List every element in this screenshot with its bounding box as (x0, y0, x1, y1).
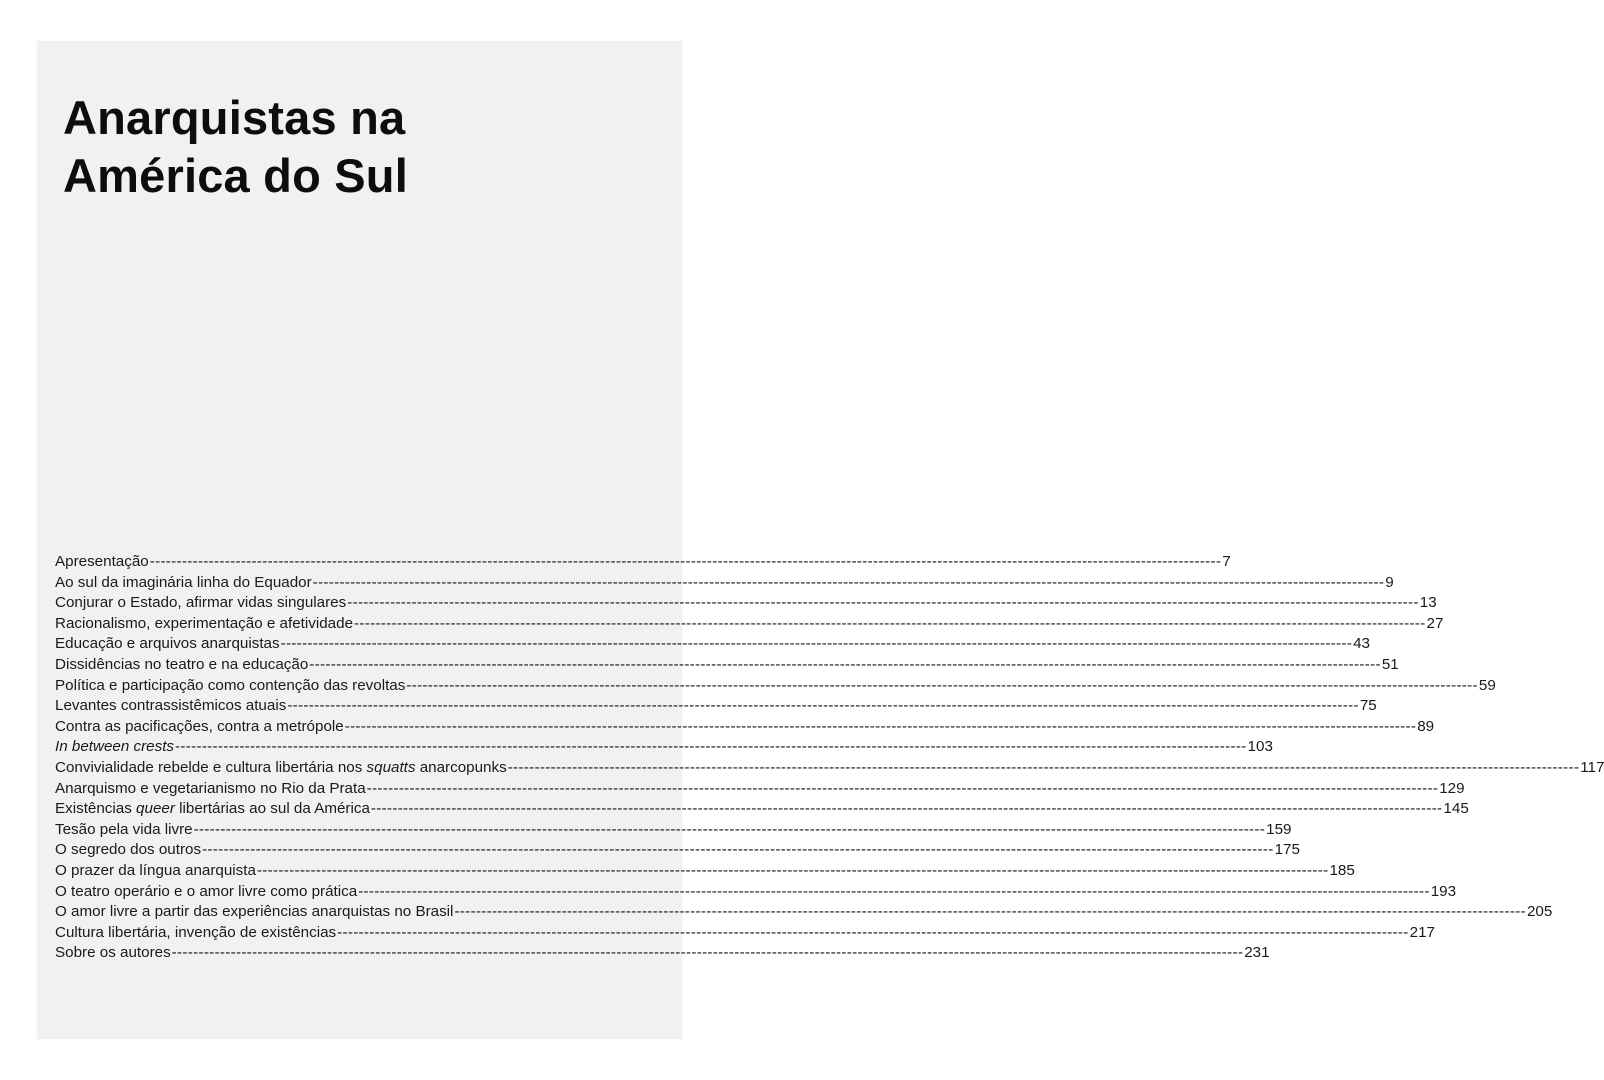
toc-entry-page-number: 217 (1409, 923, 1435, 941)
toc-entry-title (55, 573, 312, 594)
toc-entry-page-number: 7 (1222, 553, 1231, 570)
toc-entry (55, 820, 1292, 841)
toc-entry-page-number: 27 (1426, 614, 1444, 632)
book-cover (37, 41, 1604, 1039)
toc-entry-title-italic: In between crests (55, 738, 175, 756)
toc-dot-leader: -------------------------------------------------------------------------------------------------------------------------------------------------------------------------------------------------------- (344, 717, 1417, 735)
toc-entry (55, 799, 1469, 820)
toc-entry-title-text: libertárias ao sul da América (174, 800, 370, 818)
toc-entry-page-number: 43 (1353, 635, 1371, 653)
toc-entry-title (55, 593, 346, 614)
toc-entry-page-number: 59 (1478, 676, 1496, 694)
toc-dot-leader: -------------------------------------------------------------------------------------------------------------------------------------------------------------------------------------------------------- (287, 697, 1359, 715)
toc-entry-title (55, 820, 193, 841)
toc-entry (55, 655, 1399, 676)
toc-entry-title-text: Anarquismo e vegetarianismo no Rio da Prata (55, 779, 366, 797)
toc-dot-leader: -------------------------------------------------------------------------------------------------------------------------------------------------------------------------------------------------------- (202, 841, 1274, 859)
toc-entry (55, 923, 1435, 944)
toc-entry-title (55, 923, 336, 944)
toc-entry (55, 758, 1604, 779)
toc-entry (55, 614, 1444, 635)
toc-entry-title (55, 634, 280, 655)
toc-entry-title (55, 676, 405, 697)
toc-entry (55, 696, 1377, 717)
book-title-line-1: Anarquistas na (63, 91, 406, 144)
toc-entry (55, 840, 1300, 861)
toc-entry-title-text: Política e participação como contenção das revoltas (55, 676, 406, 694)
toc-dot-leader: -------------------------------------------------------------------------------------------------------------------------------------------------------------------------------------------------------- (256, 861, 1329, 879)
toc-entry-title-text: O amor livre a partir das experiências anarquistas no Brasil (55, 903, 454, 921)
toc-entry-title-text: Dissidências no teatro e na educação (55, 655, 309, 673)
toc-dot-leader: -------------------------------------------------------------------------------------------------------------------------------------------------------------------------------------------------------- (347, 594, 1419, 612)
book-title (63, 89, 408, 205)
toc-entry-page-number: 51 (1381, 655, 1399, 673)
toc-entry-page-number: 13 (1419, 594, 1437, 612)
toc-dot-leader: -------------------------------------------------------------------------------------------------------------------------------------------------------------------------------------------------------- (454, 903, 1526, 921)
toc-entry-title-text: Educação e arquivos anarquistas (55, 635, 280, 653)
toc-entry-page-number: 205 (1526, 903, 1553, 921)
table-of-contents (55, 552, 1604, 964)
toc-entry-page-number: 9 (1385, 573, 1394, 591)
toc-dot-leader: -------------------------------------------------------------------------------------------------------------------------------------------------------------------------------------------------------- (280, 635, 1353, 653)
toc-entry-page-number: 129 (1439, 779, 1465, 797)
book-title-line-2: América do Sul (63, 149, 408, 202)
toc-entry (55, 861, 1355, 882)
toc-entry-title-text: Contra as pacificações, contra a metrópole (55, 717, 344, 735)
toc-entry-title (55, 614, 353, 635)
toc-entry-title (55, 840, 201, 861)
toc-entry-title-italic: queer (136, 800, 175, 818)
toc-entry-title-text: Convivialidade rebelde e cultura libertária nos (55, 758, 367, 776)
toc-dot-leader: -------------------------------------------------------------------------------------------------------------------------------------------------------------------------------------------------------- (406, 676, 1478, 694)
toc-entry-title (55, 861, 256, 882)
toc-entry-page-number: 89 (1417, 717, 1435, 735)
toc-dot-leader: -------------------------------------------------------------------------------------------------------------------------------------------------------------------------------------------------------- (309, 655, 1381, 673)
toc-entry (55, 737, 1273, 758)
toc-dot-leader: -------------------------------------------------------------------------------------------------------------------------------------------------------------------------------------------------------- (337, 923, 1409, 941)
toc-entry-title-text: Tesão pela vida livre (55, 820, 193, 838)
toc-entry-title (55, 882, 357, 903)
toc-entry-title-text: Existências (55, 800, 137, 818)
toc-entry-title-text: Ao sul da imaginária linha do Equador (55, 573, 312, 591)
toc-dot-leader: -------------------------------------------------------------------------------------------------------------------------------------------------------------------------------------------------------- (358, 882, 1430, 900)
toc-entry-title-text: O teatro operário e o amor livre como prática (55, 882, 358, 900)
toc-entry-title (55, 779, 366, 800)
toc-dot-leader: -------------------------------------------------------------------------------------------------------------------------------------------------------------------------------------------------------- (370, 800, 1443, 818)
toc-entry (55, 902, 1553, 923)
toc-entry-title-italic: squatts (366, 758, 416, 776)
toc-entry (55, 882, 1457, 903)
toc-entry-title-text: Cultura libertária, invenção de existências (55, 923, 337, 941)
toc-dot-leader: -------------------------------------------------------------------------------------------------------------------------------------------------------------------------------------------------------- (312, 573, 1385, 591)
toc-entry-title (55, 737, 174, 758)
toc-entry-page-number: 231 (1244, 944, 1270, 962)
toc-entry-title (55, 655, 308, 676)
toc-entry-page-number: 159 (1266, 820, 1292, 838)
toc-entry-title (55, 902, 453, 923)
toc-entry (55, 943, 1270, 964)
toc-entry-title-text: O prazer da língua anarquista (55, 861, 256, 879)
toc-entry-title-text: anarcopunks (415, 758, 507, 776)
toc-entry-page-number: 175 (1274, 841, 1300, 859)
toc-dot-leader: -------------------------------------------------------------------------------------------------------------------------------------------------------------------------------------------------------- (507, 758, 1580, 776)
toc-entry-title-text: Levantes contrassistêmicos atuais (55, 697, 287, 715)
toc-entry-title-text: Conjurar o Estado, afirmar vidas singulares (55, 594, 347, 612)
toc-entry-title (55, 799, 370, 820)
toc-dot-leader: -------------------------------------------------------------------------------------------------------------------------------------------------------------------------------------------------------- (354, 614, 1426, 632)
toc-dot-leader: -------------------------------------------------------------------------------------------------------------------------------------------------------------------------------------------------------- (175, 738, 1247, 756)
toc-entry-page-number: 145 (1443, 800, 1469, 818)
toc-entry (55, 717, 1435, 738)
toc-dot-leader: -------------------------------------------------------------------------------------------------------------------------------------------------------------------------------------------------------- (193, 820, 1266, 838)
toc-entry-title-text: O segredo dos outros (55, 841, 202, 859)
toc-entry-title (55, 943, 171, 964)
toc-entry (55, 573, 1394, 594)
toc-entry (55, 634, 1371, 655)
toc-dot-leader: -------------------------------------------------------------------------------------------------------------------------------------------------------------------------------------------------------- (366, 779, 1439, 797)
toc-entry-page-number: 117 (1580, 758, 1604, 776)
toc-entry (55, 593, 1437, 614)
toc-entry-title-text: Racionalismo, experimentação e afetividade (55, 614, 354, 632)
toc-entry (55, 552, 1231, 573)
toc-dot-leader: -------------------------------------------------------------------------------------------------------------------------------------------------------------------------------------------------------- (171, 944, 1244, 962)
toc-entry (55, 676, 1496, 697)
toc-entry-title (55, 696, 286, 717)
toc-entry-title (55, 552, 149, 573)
toc-entry-page-number: 75 (1359, 697, 1377, 715)
toc-entry-title (55, 758, 507, 779)
toc-entry-title-text: Sobre os autores (55, 944, 171, 962)
toc-entry (55, 779, 1465, 800)
toc-entry-title (55, 717, 344, 738)
toc-entry-page-number: 193 (1430, 882, 1457, 900)
toc-entry-page-number: 103 (1247, 738, 1273, 756)
toc-dot-leader: -------------------------------------------------------------------------------------------------------------------------------------------------------------------------------------------------------- (149, 553, 1222, 570)
toc-entry-title-text: Apresentação (55, 553, 149, 570)
toc-entry-page-number: 185 (1329, 861, 1355, 879)
